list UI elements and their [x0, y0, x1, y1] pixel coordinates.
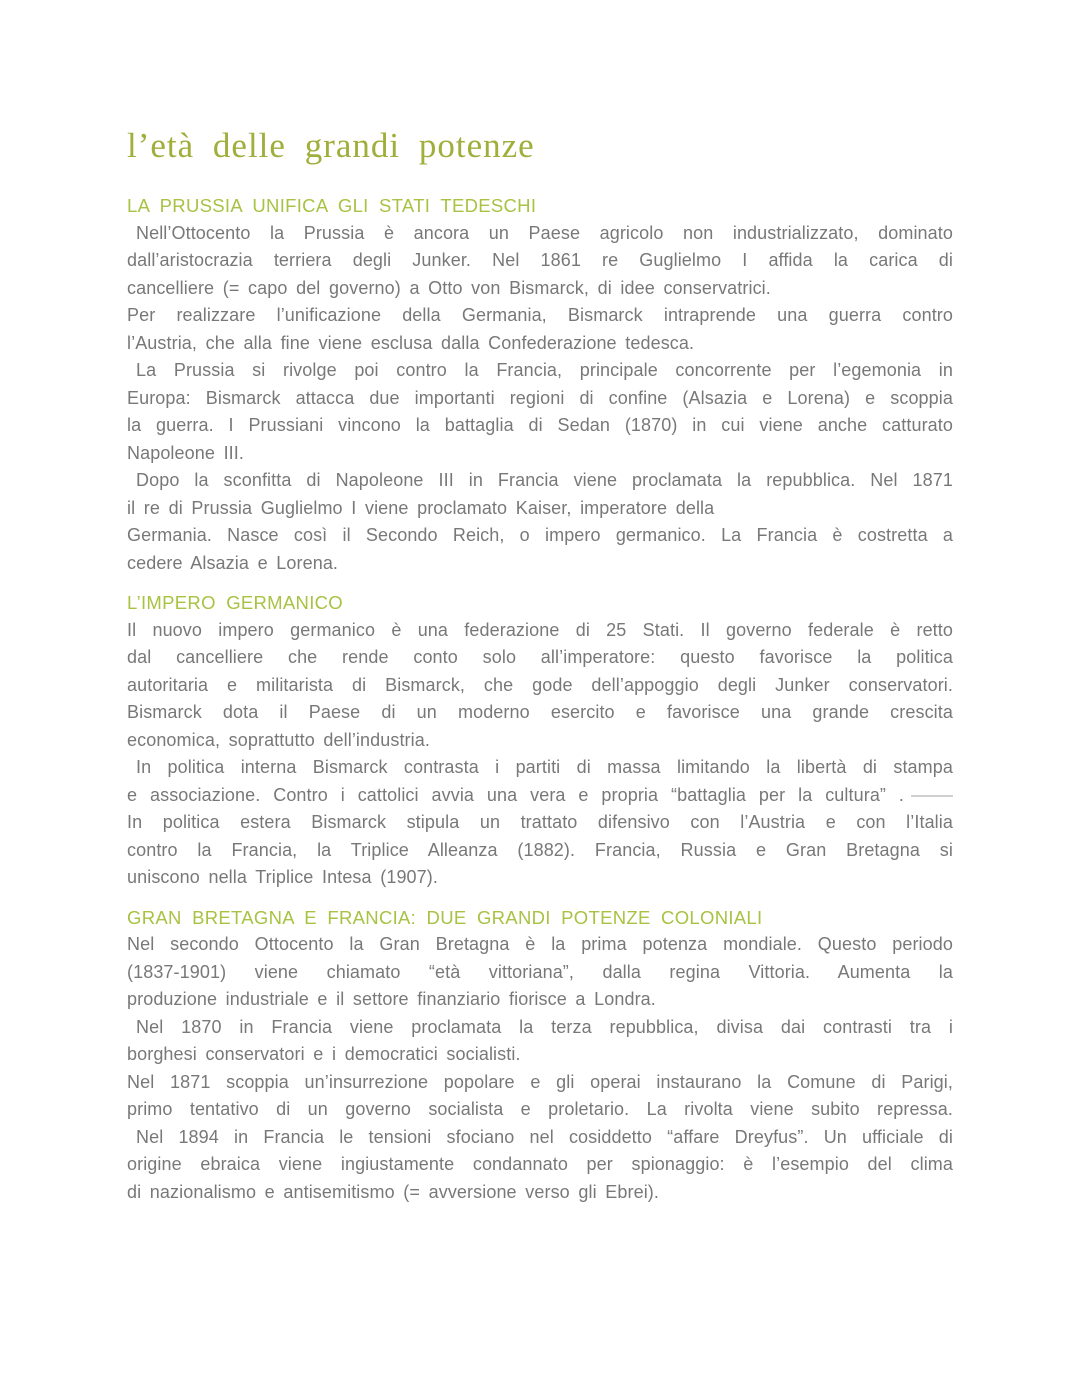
- text-line: produzione industriale e il settore finanziario fiorisce a Londra.: [127, 989, 656, 1009]
- text-line: e associazione. Contro i cattolici avvia una vera e propria “battaglia per la cultura” .: [127, 782, 953, 810]
- document-body: [127, 192, 953, 1206]
- section-heading: GRAN BRETAGNA E FRANCIA: DUE GRANDI POTENZE COLONIALI: [127, 906, 763, 928]
- text-line: Europa: Bismarck attacca due importanti regioni di confine (Alsazia e Lorena) e scoppia: [127, 387, 953, 408]
- text-line: Per realizzare l’unificazione della Germania, Bismarck intraprende una guerra contro: [127, 305, 953, 325]
- text-line: di nazionalismo e antisemitismo (= avversione verso gli Ebrei).: [127, 1181, 660, 1202]
- page-title: l’età delle grandi potenze: [127, 126, 535, 165]
- text-line: la guerra. I Prussiani vincono la battaglia di Sedan (1870) in cui viene anche catturato: [127, 415, 953, 435]
- text-line: il re di Prussia Guglielmo I viene proclamato Kaiser, imperatore della: [127, 497, 715, 518]
- text-line: (1837-1901) viene chiamato “età vittoriana”, dalla regina Vittoria. Aumenta la: [127, 961, 953, 982]
- text-line: Nel 1871 scoppia un’insurrezione popolare e gli operai instaurano la Comune di Parigi,: [127, 1071, 953, 1092]
- text-line: economica, soprattutto dell’industria.: [127, 729, 430, 750]
- text-line: Bismarck dota il Paese di un moderno esercito e favorisce una grande crescita: [127, 702, 953, 722]
- text-line: Napoleone III.: [127, 442, 244, 463]
- text-line: Il nuovo impero germanico è una federazione di 25 Stati. Il governo federale è retto: [127, 619, 953, 640]
- text-line: contro la Francia, la Triplice Alleanza (1882). Francia, Russia e Gran Bretagna si: [127, 839, 953, 860]
- section-heading: L’IMPERO GERMANICO: [127, 592, 343, 613]
- text-line: In politica estera Bismarck stipula un trattato difensivo con l’Austria e con l’Italia: [127, 812, 953, 832]
- document-content: [127, 126, 953, 1206]
- text-line: origine ebraica viene ingiustamente condannato per spionaggio: è l’esempio del clima: [127, 1154, 953, 1174]
- text-line: Nel secondo Ottocento la Gran Bretagna è la prima potenza mondiale. Questo periodo: [127, 934, 953, 954]
- text-line: Nell’Ottocento la Prussia è ancora un Paese agricolo non industrializzato, dominato: [136, 222, 953, 243]
- faint-dash-mark: [911, 795, 953, 797]
- section-heading: LA PRUSSIA UNIFICA GLI STATI TEDESCHI: [127, 195, 537, 216]
- text-line: Nel 1894 in Francia le tensioni sfociano nel cosiddetto “affare Dreyfus”. Un ufficiale di: [136, 1126, 953, 1147]
- text-line: borghesi conservatori e i democratici socialisti.: [127, 1044, 521, 1064]
- text-line: autoritaria e militarista di Bismarck, che gode dell’appoggio degli Junker conservatori.: [127, 674, 953, 695]
- text-line: primo tentativo di un governo socialista e proletario. La rivolta viene subito repressa.: [127, 1099, 953, 1119]
- text-line: Dopo la sconfitta di Napoleone III in Francia viene proclamata la repubblica. Nel 1871: [136, 470, 953, 490]
- text-line: La Prussia si rivolge poi contro la Francia, principale concorrente per l’egemonia in: [136, 360, 953, 380]
- text-line: dal cancelliere che rende conto solo all’imperatore: questo favorisce la politica: [127, 647, 953, 667]
- text-line: Germania. Nasce così il Secondo Reich, o impero germanico. La Francia è costretta a: [127, 525, 953, 545]
- text-line: dall’aristocrazia terriera degli Junker. Nel 1861 re Guglielmo I affida la carica di: [127, 250, 953, 270]
- text-line: cancelliere (= capo del governo) a Otto von Bismarck, di idee conservatrici.: [127, 277, 771, 298]
- text-line: uniscono nella Triplice Intesa (1907).: [127, 867, 438, 887]
- text-line: Nel 1870 in Francia viene proclamata la terza repubblica, divisa dai contrasti tra i: [136, 1016, 953, 1037]
- text-line: In politica interna Bismarck contrasta i partiti di massa limitando la libertà di stampa: [136, 757, 953, 777]
- text-line: cedere Alsazia e Lorena.: [127, 552, 339, 573]
- text-line: l’Austria, che alla fine viene esclusa dalla Confederazione tedesca.: [127, 332, 695, 353]
